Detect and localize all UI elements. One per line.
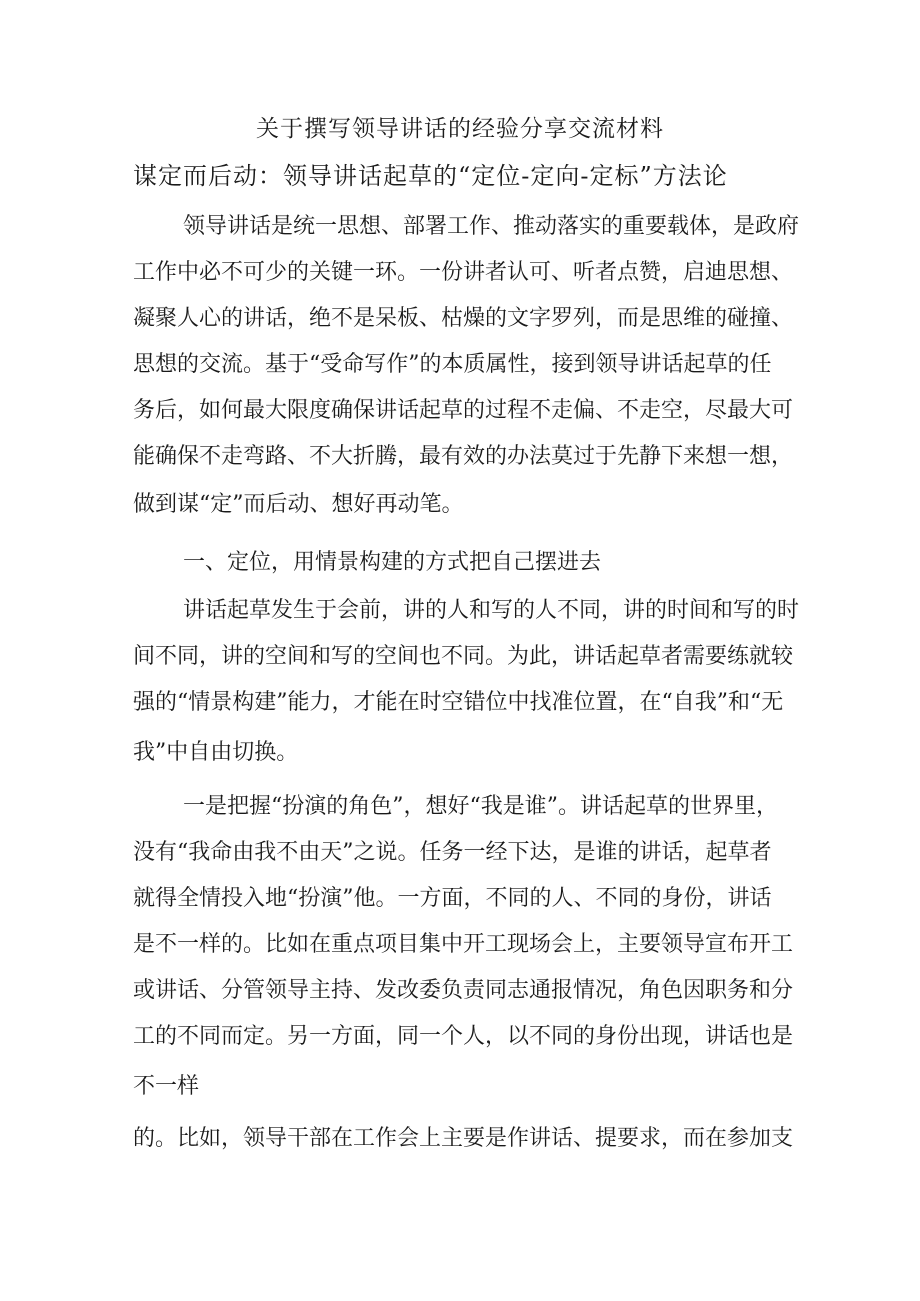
document-title: 关于撰写领导讲话的经验分享交流材料 [256, 116, 664, 142]
paragraph-line: 的。比如，领导干部在工作会上主要是作讲话、提要求，而在参加支 [133, 1126, 794, 1151]
paragraph-line: 没有“我命由我不由天”之说。任务一经下达，是谁的讲话，起草者 [133, 840, 772, 865]
paragraph-line: 一是把握“扮演的角色”，想好“我是谁”。讲话起草的世界里， [183, 794, 778, 819]
paragraph-line: 工作中必不可少的关键一环。一份讲者认可、听者点赞，启迪思想、 [133, 260, 794, 285]
section-heading: 一、定位，用情景构建的方式把自己摆进去 [183, 550, 602, 575]
paragraph-line: 工的不同而定。另一方面，同一个人，以不同的身份出现，讲话也是 [133, 1024, 794, 1049]
paragraph-line: 思想的交流。基于“受命写作”的本质属性，接到领导讲话起草的任 [133, 352, 772, 377]
paragraph-line: 我”中自由切换。 [133, 740, 299, 765]
paragraph-line: 是不一样的。比如在重点项目集中开工现场会上，主要领导宣布开工 [133, 932, 794, 957]
document-subtitle: 谋定而后动：领导讲话起草的“定位-定向-定标”方法论 [133, 162, 728, 190]
paragraph-line: 不一样 [133, 1074, 200, 1099]
paragraph-line: 务后，如何最大限度确保讲话起草的过程不走偏、不走空，尽最大可 [133, 398, 794, 423]
paragraph-line: 间不同，讲的空间和写的空间也不同。为此，讲话起草者需要练就较 [133, 644, 794, 669]
paragraph-line: 能确保不走弯路、不大折腾，最有效的办法莫过于先静下来想一想， [133, 444, 794, 469]
paragraph-line: 讲话起草发生于会前，讲的人和写的人不同，讲的时间和写的时 [183, 598, 800, 623]
paragraph-line: 就得全情投入地“扮演”他。一方面，不同的人、不同的身份，讲话 [133, 886, 772, 911]
paragraph-line: 做到谋“定”而后动、想好再动笔。 [133, 492, 464, 517]
paragraph-line: 凝聚人心的讲话，绝不是呆板、枯燥的文字罗列，而是思维的碰撞、 [133, 306, 794, 331]
paragraph-line: 领导讲话是统一思想、部署工作、推动落实的重要载体，是政府 [183, 214, 800, 239]
paragraph-line: 强的“情景构建”能力，才能在时空错位中找准位置，在“自我”和“无 [133, 690, 784, 715]
paragraph-line: 或讲话、分管领导主持、发改委负责同志通报情况，角色因职务和分 [133, 978, 794, 1003]
